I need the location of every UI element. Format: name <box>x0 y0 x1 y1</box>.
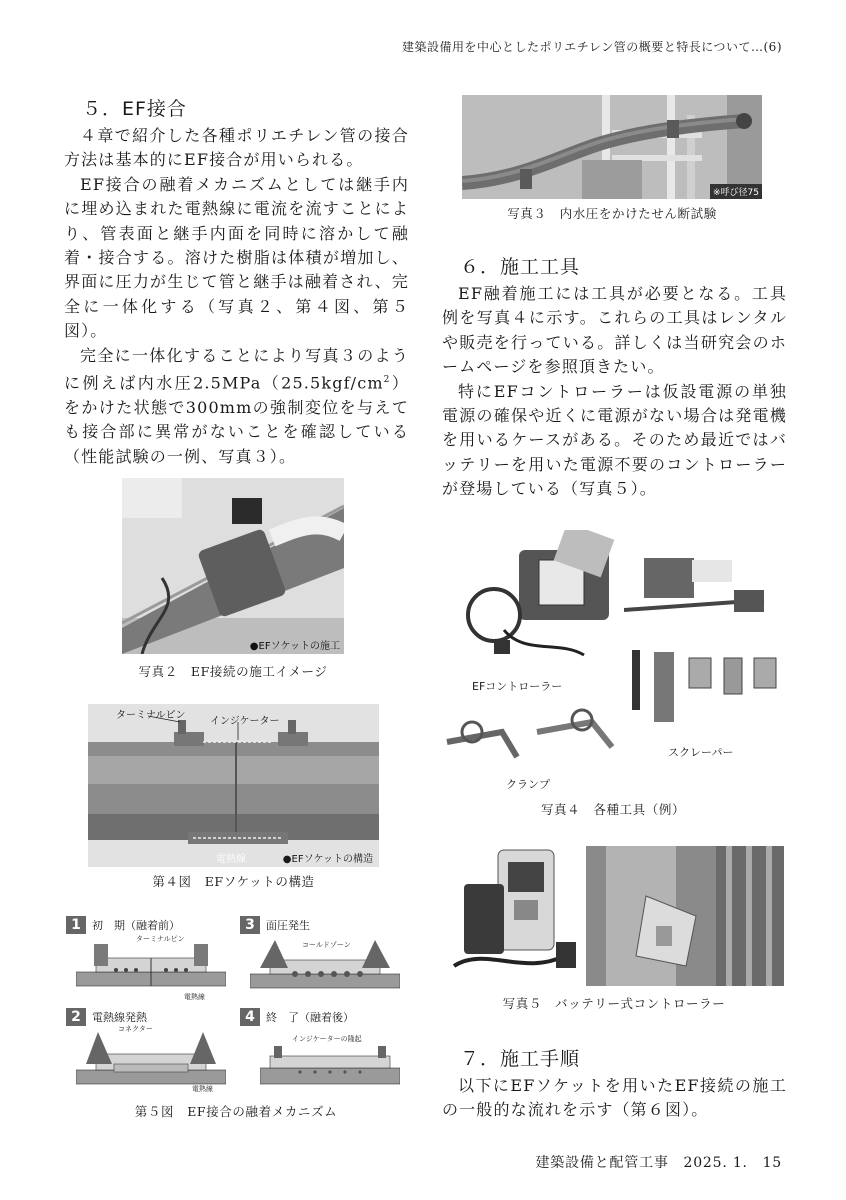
fig-4-label-wire: 電熱線 <box>216 854 246 865</box>
photo-4-label-controller: EFコントローラー <box>472 680 563 693</box>
figure-5-caption: 第５図 EF接合の融着メカニズム <box>134 1104 338 1119</box>
fig-5-step-2-note-2: 電熱線 <box>192 1085 213 1093</box>
photo-5-worker <box>586 846 784 986</box>
fig-5-step-1-note-1: ターミナルピン <box>136 935 185 943</box>
tool-illustration-top <box>624 550 774 620</box>
fig-5-step-4-note-1: インジケーターの隆起 <box>292 1035 362 1043</box>
scraper-illustration <box>624 648 784 738</box>
worker-illustration <box>586 846 784 986</box>
section-7-heading: ７．施工手順 <box>460 1048 581 1070</box>
clamp-illustration <box>442 702 622 772</box>
fig-5-step-2: 2 電熱線発熱 <box>66 1008 147 1026</box>
figure-5-fusion-mechanism <box>66 912 406 1098</box>
fig-5-step-4: 4 終 了（融着後） <box>240 1008 354 1026</box>
photo-4-label-scraper: スクレーパー <box>668 746 734 759</box>
section-7 <box>442 1044 787 1123</box>
running-head: 建築設備用を中心としたポリエチレン管の概要と特長について…(6) <box>402 40 782 54</box>
section-6-paragraph-2: 特にEFコントローラーは仮設電源の単独電源の確保や近くに電源がない場合は発電機を用いるケースがある。そのため最近ではバッテリーを用いた電源不要のコントローラーが登場している（写真５）。 <box>442 381 787 499</box>
figure-4-ef-socket-structure <box>88 704 379 867</box>
photo-5-controller <box>444 846 584 986</box>
photo-5-caption: 写真５ バッテリー式コントローラー <box>502 996 726 1011</box>
fig-4-tag: ●EFソケットの構造 <box>282 854 373 865</box>
photo-3-tag: ※呼び径75 <box>710 184 762 199</box>
battery-controller-illustration <box>444 846 584 986</box>
photo-4-caption: 写真４ 各種工具（例） <box>540 802 686 817</box>
section-6 <box>442 252 787 502</box>
fig-5-step-3: 3 面圧発生 <box>240 916 310 934</box>
section-5-paragraph-1: ４章で紹介した各種ポリエチレン管の接合方法は基本的にEF接合が用いられる。 <box>64 126 409 170</box>
photo-3-shear-test <box>462 95 762 199</box>
fig-5-step-2-note-1: コネクター <box>118 1025 153 1033</box>
section-5-heading: ５．EF接合 <box>82 98 187 120</box>
section-5 <box>64 94 409 469</box>
photo-4-label-clamp: クランプ <box>506 778 550 791</box>
fig-5-step-1: 1 初 期（融着前） <box>66 916 180 934</box>
section-7-paragraph-1: 以下にEFソケットを用いたEF接続の施工の一般的な流れを示す（第６図）。 <box>442 1076 787 1120</box>
photo-2-tag: ●EFソケットの施工 <box>249 641 340 652</box>
figure-4-caption: 第４図 EFソケットの構造 <box>152 874 315 889</box>
ef-controller-illustration <box>464 530 634 670</box>
fig-4-label-indicator: インジケーター <box>210 716 280 727</box>
section-6-heading: ６．施工工具 <box>460 256 581 278</box>
photo-4-tools <box>442 530 784 796</box>
fig-5-step-1-diagram <box>76 938 226 1000</box>
section-6-paragraph-1: EF融着施工には工具が必要となる。工具例を写真４に示す。これらの工具はレンタルや販売を行っている。詳しくは当研究会のホームページを参照頂きたい。 <box>442 284 787 377</box>
ef-installation-illustration <box>122 478 344 654</box>
fig-5-step-1-note-2: 電熱線 <box>184 993 205 1001</box>
photo-2-ef-installation <box>122 478 344 654</box>
ef-socket-diagram <box>88 704 379 867</box>
photo-3-caption: 写真３ 内水圧をかけたせん断試験 <box>507 206 717 221</box>
fig-5-step-3-note-1: コールドゾーン <box>302 941 351 949</box>
fig-5-step-4-diagram <box>260 1042 400 1092</box>
section-5-paragraph-3: 完全に一体化することにより写真３のように例えば内水圧$2.5MPa(25.5kgf/cm^2)$をかけた状態で300mmの強制変位を与えても接合部に異常がないことを確認している（性能試験の一例、写真３）。 <box>64 345 409 466</box>
photo-2-caption: 写真２ EF接続の施工イメージ <box>138 664 328 679</box>
fig-4-label-terminal: ターミナルピン <box>116 710 186 721</box>
page-footer: 建築設備と配管工事 2025. 1. 15 <box>535 1155 782 1171</box>
section-5-paragraph-2: EF接合の融着メカニズムとしては継手内に埋め込まれた電熱線に電流を流すことにより、管表面と継手内面を同時に溶かして融着・接合する。溶けた樹脂は体積が増加し、界面に圧力が生じて管と継手は融着され、完全に一体化する（写真２、第４図、第５図）。 <box>64 174 409 341</box>
